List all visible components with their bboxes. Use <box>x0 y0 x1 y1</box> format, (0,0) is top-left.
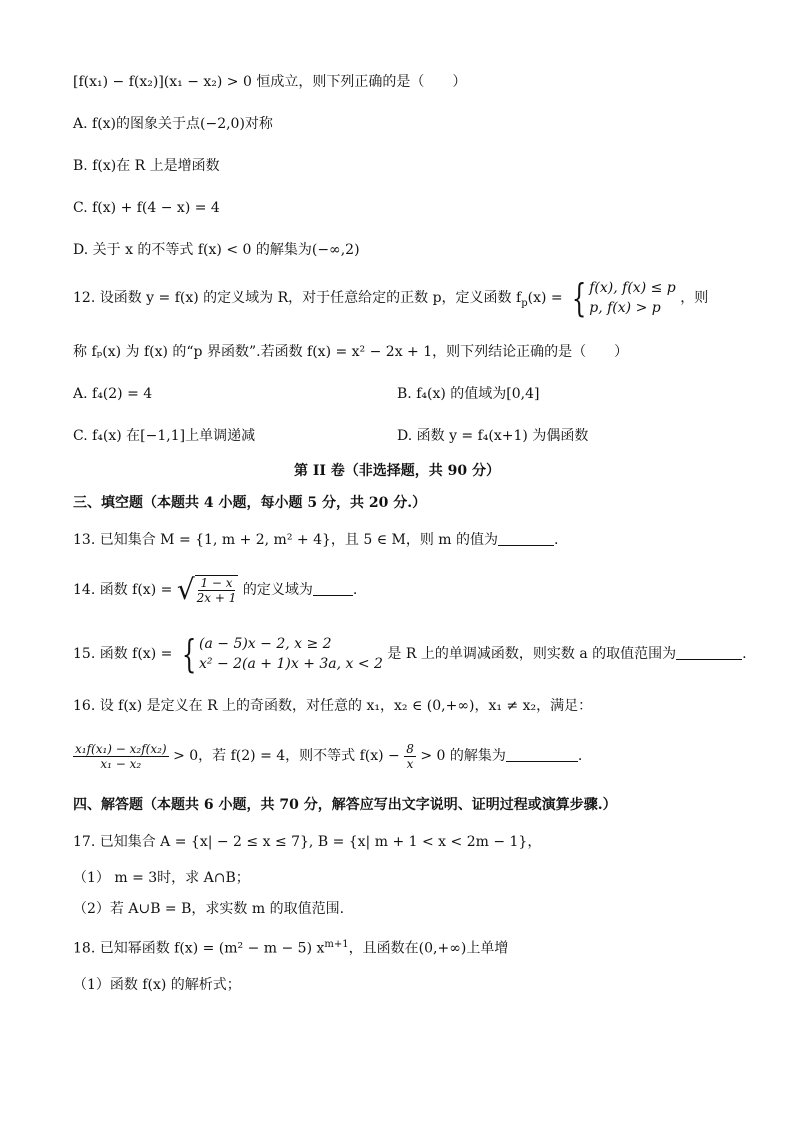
q16-text-2: > 0 的解集为 <box>420 748 506 764</box>
q12-stem-text-3: ，则 <box>680 290 709 306</box>
q15-case-1: (a − 5)x − 2, x ≥ 2 <box>199 636 332 652</box>
q16-denominator: x₁ − x₂ <box>100 756 142 771</box>
sqrt-icon: √ <box>176 573 195 606</box>
q18-exponent: m+1 <box>324 939 349 950</box>
section-3-title: 三、填空题（本题共 4 小题，每小题 5 分，共 20 分.） <box>73 495 427 511</box>
q13-line: 13. 已知集合 M = {1, m + 2, m² + 4}，且 5 ∈ M，则 m 的值为 . <box>73 532 559 548</box>
q12-piecewise <box>567 278 676 318</box>
q17-line: 17. 已知集合 A = {x| − 2 ≤ x ≤ 7}, B = {x| m + 1 < x < 2m − 1}， <box>73 834 542 850</box>
q14-denominator: 2x + 1 <box>196 591 237 605</box>
q13-answer-blank <box>498 531 554 546</box>
q12-stem <box>73 276 708 320</box>
q16-numerator: x₁f(x₁) − x₂f(x₂) <box>75 741 167 756</box>
q12-option-c: C. f₄(x) 在[−1,1]上单调递减 <box>73 428 256 444</box>
q14-sqrt <box>177 575 239 605</box>
section-2-title: 第 II 卷（非选择题，共 90 分） <box>293 463 501 479</box>
q11-condition-line: [f(x₁) − f(x₂)](x₁ − x₂) > 0 恒成立，则下列正确的是（ ） <box>73 74 467 90</box>
q16-denominator-2: x <box>406 756 414 771</box>
q17-part-1: （1） m = 3时，求 A∩B； <box>73 870 250 886</box>
q15-piecewise <box>177 634 383 674</box>
q18-text: 18. 已知幂函数 f(x) = (m² − m − 5) x <box>73 940 325 957</box>
section-4-title: 四、解答题（本题共 6 小题，共 70 分，解答应写出文字说明、证明过程或演算步骤.） <box>73 797 617 813</box>
q15-line: 15. 函数 f(x) = { (a − 5)x − 2, x ≥ 2 x² − 2(a + 1)x + 3a, x < 2 是 R 上的单调减函数，则实数 a 的取值范围为 . <box>73 632 747 676</box>
q12-subscript: p <box>521 297 528 309</box>
q16-line: 16. 设 f(x) 是定义在 R 上的奇函数，对任意的 x₁，x₂ ∈ (0,+∞)，x₁ ≠ x₂，满足： <box>73 698 593 714</box>
q14-numerator: 1 − x <box>200 576 233 590</box>
q16-numerator-2: 8 <box>406 741 414 756</box>
left-brace-icon: { <box>571 276 587 320</box>
q15-text: 15. 函数 f(x) = <box>73 646 173 662</box>
q12-option-a: A. f₄(2) = 4 <box>73 386 153 402</box>
q14-text-2: 的定义域为 <box>242 582 313 598</box>
q14-text: 14. 函数 f(x) = <box>73 582 173 598</box>
q18-line <box>73 935 508 959</box>
q12-stem-line-2: 称 fₚ(x) 为 f(x) 的“p 界函数”.若函数 f(x) = x² − 2x + 1，则下列结论正确的是（ ） <box>73 344 629 360</box>
q13-text: 13. 已知集合 M = {1, m + 2, m² + 4}，且 5 ∈ M，则 m 的值为 <box>73 532 499 548</box>
q12-stem-text: 12. 设函数 y = f(x) 的定义域为 R，对于任意给定的正数 p，定义函数 f <box>73 290 522 306</box>
q11-option-b: B. f(x)在 R 上是增函数 <box>73 158 220 174</box>
q12-option-b: B. f₄(x) 的值域为[0,4] <box>397 386 540 402</box>
q11-option-d: D. 关于 x 的不等式 f(x) < 0 的解集为(−∞,2) <box>73 242 360 258</box>
q18-part-1: （1）函数 f(x) 的解析式； <box>73 977 241 993</box>
q12-case-1: f(x), f(x) ≤ p <box>589 280 676 296</box>
q16-fraction-2 <box>404 742 416 771</box>
q17-part-2: （2）若 A∪B = B，求实数 m 的取值范围. <box>73 901 345 917</box>
q12-option-d: D. 函数 y = f₄(x+1) 为偶函数 <box>397 428 589 444</box>
q14-answer-blank <box>313 581 353 596</box>
q11-option-a: A. f(x)的图象关于点(−2,0)对称 <box>73 116 273 132</box>
q16-line-2: $\frac{\text{x₁f(x₁) − x₂f(x₂)}}{\text{x₁ − x₂}}$ > 0，若 f(2) = 4，则不等式 f(x) − $\frac{8}{x}$ > 0 的解集为 . <box>75 741 583 771</box>
q16-fraction <box>73 742 169 771</box>
q14-line: 14. 函数 f(x) = √ $\frac{1 - x}{2x + 1}$ 的定义域为 . <box>73 573 358 606</box>
q16-answer-blank <box>506 747 578 762</box>
q11-option-c: C. f(x) + f(4 − x) = 4 <box>73 200 220 216</box>
q16-text: > 0，若 f(2) = 4，则不等式 f(x) − <box>173 748 400 764</box>
q15-case-2: x² − 2(a + 1)x + 3a, x < 2 <box>199 656 383 672</box>
q15-answer-blank <box>676 645 742 660</box>
q12-case-2: p, f(x) > p <box>589 300 661 316</box>
q12-stem-text-2: (x) = <box>527 290 563 306</box>
q15-text-2: 是 R 上的单调减函数，则实数 a 的取值范围为 <box>387 646 677 662</box>
q18-text-2: ，且函数在(0,+∞)上单增 <box>348 940 509 957</box>
left-brace-icon: { <box>181 632 197 676</box>
